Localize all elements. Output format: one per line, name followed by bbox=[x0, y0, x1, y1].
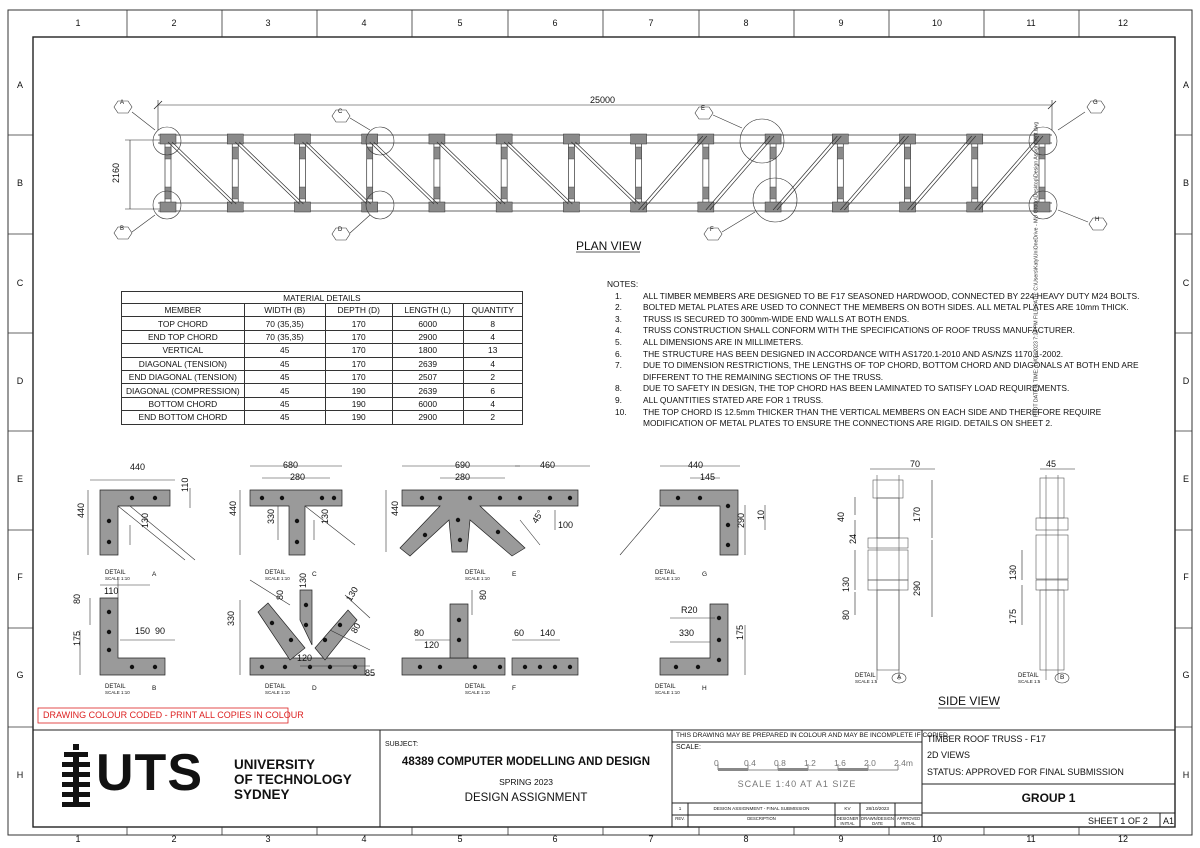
detail-dimension: 130 bbox=[344, 584, 361, 603]
note-item bbox=[607, 395, 1139, 407]
table-cell: 70 (35,35) bbox=[244, 317, 325, 330]
scale-tick: 2.4m bbox=[894, 758, 913, 768]
plot-stamp: PLOT DATE & TIME: 10/09/2023 7:34 PM FILE PATH: C:\Users\Katy\UniOneDrive - MU Group\Desktop\Design Assignment.dwg bbox=[1033, 121, 1040, 417]
table-cell: 8 bbox=[463, 317, 522, 330]
grid-column-label: 8 bbox=[743, 18, 749, 28]
grid-column-label: 7 bbox=[648, 18, 654, 28]
detail-letter: F bbox=[512, 685, 516, 692]
table-cell: 13 bbox=[463, 344, 522, 357]
revision-cell: KV bbox=[844, 806, 851, 811]
grid-column-label: 12 bbox=[1117, 18, 1128, 28]
table-cell: 6000 bbox=[392, 317, 463, 330]
grid-column-label: 11 bbox=[1026, 18, 1036, 28]
colour-note: DRAWING COLOUR CODED - PRINT ALL COPIES IN COLOUR bbox=[43, 710, 304, 720]
table-row bbox=[122, 384, 523, 397]
note-item bbox=[607, 418, 1139, 430]
table-cell: 170 bbox=[325, 330, 392, 343]
detail-title: DETAIL bbox=[655, 684, 676, 690]
plan-length-dim: 25000 bbox=[590, 95, 616, 105]
detail-scale: SCALE 1:10 bbox=[265, 690, 290, 695]
note-text: ALL TIMBER MEMBERS ARE DESIGNED TO BE F17 SEASONED HARDWOOD, CONNECTED BY 224 HEAVY DUTY M24 BOLTS. bbox=[643, 290, 1140, 301]
table-cell: 190 bbox=[325, 397, 392, 410]
note-text: MODIFICATION OF METAL PLATES TO ENSURE THE CONNECTIONS ARE RIGID. DETAILS ON SHEET 2. bbox=[643, 418, 1053, 429]
grid-row-label: G bbox=[16, 670, 24, 680]
note-item bbox=[607, 372, 1139, 384]
table-cell: 2639 bbox=[392, 384, 463, 397]
note-item bbox=[607, 349, 1139, 361]
detail-dimension: 140 bbox=[540, 628, 556, 638]
table-row bbox=[122, 330, 523, 343]
table-cell: 2900 bbox=[392, 411, 463, 424]
drawing-status: STATUS: APPROVED FOR FINAL SUBMISSION bbox=[927, 767, 1124, 777]
side-dimension: 45 bbox=[1046, 459, 1057, 469]
note-number: 7. bbox=[615, 360, 622, 371]
detail-scale: SCALE 1:10 bbox=[105, 690, 130, 695]
note-number: 2. bbox=[615, 302, 622, 313]
grid-column-label: 9 bbox=[838, 18, 844, 28]
detail-title: DETAIL bbox=[265, 570, 286, 576]
detail-letter: G bbox=[702, 571, 708, 578]
callout-label: G bbox=[1093, 100, 1098, 106]
revision-header: DESIGNER INITIAL bbox=[836, 816, 859, 826]
scale-tick: 1.6 bbox=[834, 758, 846, 768]
detail-dimension: 80 bbox=[478, 589, 488, 600]
detail-dimension: 130 bbox=[140, 512, 150, 528]
detail-dimension: 690 bbox=[455, 460, 471, 470]
table-header: MEMBER bbox=[122, 304, 245, 317]
table-cell: 6 bbox=[463, 384, 522, 397]
grid-column-label: 3 bbox=[265, 834, 271, 844]
note-text: DIFFERENT TO THE REMAINING SECTIONS OF THE TRUSS. bbox=[643, 371, 884, 382]
grid-row-label: D bbox=[16, 376, 24, 386]
note-item bbox=[607, 360, 1139, 372]
detail-dimension: 90 bbox=[155, 626, 166, 636]
revision-header: REV. bbox=[675, 816, 685, 821]
scale-tick: 0 bbox=[714, 758, 719, 768]
material-details-table bbox=[121, 291, 523, 425]
note-item bbox=[607, 407, 1139, 419]
table-cell: BOTTOM CHORD bbox=[122, 397, 245, 410]
scale-text: SCALE 1:40 AT A1 SIZE bbox=[737, 779, 857, 789]
table-cell: 170 bbox=[325, 370, 392, 383]
detail-dimension: 85 bbox=[365, 668, 376, 678]
detail-scale: SCALE 1:10 bbox=[655, 690, 680, 695]
table-cell: 45 bbox=[244, 397, 325, 410]
grid-column-label: 1 bbox=[75, 18, 81, 28]
note-number: 1. bbox=[615, 290, 622, 301]
detail-dimension: 130 bbox=[320, 508, 330, 524]
grid-column-label: 2 bbox=[171, 18, 177, 28]
detail-dimension: 150 bbox=[135, 626, 151, 636]
detail-title: DETAIL bbox=[105, 684, 126, 690]
callout-label: C bbox=[338, 109, 343, 115]
table-cell: 4 bbox=[463, 397, 522, 410]
detail-letter: B bbox=[152, 685, 157, 692]
table-row bbox=[122, 370, 523, 383]
table-row bbox=[122, 397, 523, 410]
table-header: QUANTITY bbox=[463, 304, 522, 317]
detail-dimension: 45° bbox=[530, 508, 546, 525]
detail-dimension: 440 bbox=[228, 500, 238, 516]
table-cell: 6000 bbox=[392, 397, 463, 410]
detail-dimension: 110 bbox=[104, 586, 119, 596]
note-text: TRUSS IS SECURED TO 300mm-WIDE END WALLS AT BOTH ENDS. bbox=[643, 313, 910, 324]
uts-logo-emblem bbox=[62, 744, 90, 807]
detail-title: DETAIL bbox=[105, 570, 126, 576]
detail-title: DETAIL bbox=[465, 684, 486, 690]
table-cell: 2900 bbox=[392, 330, 463, 343]
grid-row-label: E bbox=[1182, 474, 1189, 484]
grid-column-label: 7 bbox=[648, 834, 654, 844]
revision-cell: 1 bbox=[678, 806, 682, 811]
detail-dimension: 130 bbox=[298, 572, 308, 588]
detail-dimension: 80 bbox=[414, 628, 425, 638]
callout-label: E bbox=[701, 106, 706, 112]
table-row bbox=[122, 317, 523, 330]
note-number: 10. bbox=[615, 406, 627, 417]
scale-tick: 0.4 bbox=[744, 758, 756, 768]
scale-tick: 0.8 bbox=[774, 758, 786, 768]
side-dimension: 130 bbox=[841, 576, 851, 592]
grid-column-label: 10 bbox=[931, 834, 942, 844]
plan-height-dim: 2160 bbox=[111, 162, 122, 184]
sheet-size: A1 bbox=[1163, 816, 1175, 826]
notes bbox=[607, 279, 1139, 430]
table-cell: END TOP CHORD bbox=[122, 330, 245, 343]
scale-tick: 2.0 bbox=[864, 758, 876, 768]
table-cell: 4 bbox=[463, 357, 522, 370]
side-dimension: 40 bbox=[836, 511, 846, 522]
callout-label: A bbox=[120, 100, 125, 106]
detail-dimension: 120 bbox=[297, 653, 313, 663]
note-number: 8. bbox=[615, 383, 622, 394]
table-header: DEPTH (D) bbox=[325, 304, 392, 317]
side-dimension: 290 bbox=[912, 580, 922, 596]
table-cell: 45 bbox=[244, 370, 325, 383]
detail-letter: H bbox=[702, 685, 707, 692]
table-cell: 190 bbox=[325, 384, 392, 397]
detail-dimension: 440 bbox=[76, 502, 86, 518]
detail-dimension: 280 bbox=[290, 472, 306, 482]
table-cell: END BOTTOM CHORD bbox=[122, 411, 245, 424]
table-cell: TOP CHORD bbox=[122, 317, 245, 330]
detail-dimension: 330 bbox=[679, 628, 695, 638]
note-text: TRUSS CONSTRUCTION SHALL CONFORM WITH THE SPECIFICATIONS OF ROOF TRUSS MANUFACTURER. bbox=[643, 325, 1075, 336]
detail-scale: SCALE 1:5 bbox=[1018, 679, 1041, 684]
drawing-views: 2D VIEWS bbox=[927, 750, 971, 760]
grid-column-label: 11 bbox=[1026, 834, 1036, 844]
detail-scale: SCALE 1:10 bbox=[265, 576, 290, 581]
detail-dimension: R20 bbox=[681, 605, 698, 615]
table-cell: 2 bbox=[463, 370, 522, 383]
table-cell: 45 bbox=[244, 411, 325, 424]
note-number bbox=[607, 372, 643, 384]
table-cell: END DIAGONAL (TENSION) bbox=[122, 370, 245, 383]
revision-header: DESCRIPTION bbox=[747, 816, 776, 821]
detail-letter: A bbox=[152, 571, 157, 578]
detail-dimension: 440 bbox=[390, 500, 400, 516]
subject-term: SPRING 2023 bbox=[499, 777, 553, 787]
revision-cell: DESIGN ASSIGNMENT - FINAL SUBMISSION bbox=[713, 806, 810, 811]
table-cell: 45 bbox=[244, 357, 325, 370]
grid-column-label: 4 bbox=[361, 834, 367, 844]
table-cell: 170 bbox=[325, 344, 392, 357]
table-cell: 45 bbox=[244, 344, 325, 357]
note-text: THE TOP CHORD IS 12.5mm THICKER THAN THE VERTICAL MEMBERS ON EACH SIDE AND THEREFORE REQUIRE bbox=[643, 406, 1102, 417]
side-view bbox=[868, 475, 1068, 680]
university-name: UNIVERSITY OF TECHNOLOGY SYDNEY bbox=[234, 757, 352, 802]
detail-dimension: 330 bbox=[226, 610, 236, 626]
table-cell: DIAGONAL (TENSION) bbox=[122, 357, 245, 370]
detail-scale: SCALE 1:5 bbox=[855, 679, 878, 684]
grid-column-label: 12 bbox=[1117, 834, 1128, 844]
grid-column-label: 10 bbox=[931, 18, 942, 28]
table-cell: 70 (35,35) bbox=[244, 330, 325, 343]
grid-row-label: E bbox=[16, 474, 23, 484]
note-item bbox=[607, 302, 1139, 314]
grid-column-label: 6 bbox=[552, 18, 558, 28]
callout-label: D bbox=[338, 227, 343, 233]
detail-scale: SCALE 1:10 bbox=[465, 576, 490, 581]
grid-column-label: 8 bbox=[743, 834, 749, 844]
detail-scale: SCALE 1:10 bbox=[105, 576, 130, 581]
grid-column-label: 5 bbox=[457, 834, 463, 844]
grid-row-label: B bbox=[1182, 178, 1189, 188]
grid-row-label: A bbox=[1182, 80, 1189, 90]
table-cell: 2507 bbox=[392, 370, 463, 383]
grid-column-label: 3 bbox=[265, 18, 271, 28]
grid-column-label: 4 bbox=[361, 18, 367, 28]
table-cell: 170 bbox=[325, 317, 392, 330]
detail-letter: D bbox=[312, 685, 317, 692]
grid-column-label: 6 bbox=[552, 834, 558, 844]
detail-dimension: 100 bbox=[558, 520, 574, 530]
inner-border bbox=[33, 37, 1175, 827]
detail-dimension: 80 bbox=[275, 589, 285, 600]
detail-dimension: 460 bbox=[540, 460, 556, 470]
uts-logo-text: UTS bbox=[96, 744, 203, 802]
detail-scale: SCALE 1:10 bbox=[465, 690, 490, 695]
detail-letter: C bbox=[312, 571, 317, 578]
side-dimension: 170 bbox=[912, 506, 922, 522]
detail-title: DETAIL bbox=[855, 673, 876, 679]
detail-dimension: 175 bbox=[735, 624, 745, 640]
plan-view-title: PLAN VIEW bbox=[576, 239, 642, 253]
table-cell: 1800 bbox=[392, 344, 463, 357]
callout-label: B bbox=[120, 226, 125, 232]
table-header-row bbox=[122, 304, 523, 317]
detail-dimension: 10 bbox=[756, 509, 766, 520]
note-text: ALL QUANTITIES STATED ARE FOR 1 TRUSS. bbox=[643, 394, 824, 405]
callout-tags bbox=[114, 101, 1107, 240]
table-cell: 2639 bbox=[392, 357, 463, 370]
grid-row-label: D bbox=[1182, 376, 1190, 386]
grid-column-label: 1 bbox=[75, 834, 81, 844]
revision-cell: 28/10/2023 bbox=[866, 806, 889, 811]
note-item bbox=[607, 325, 1139, 337]
revision-header: APPROVED INITIAL bbox=[896, 816, 921, 826]
table-cell: 190 bbox=[325, 411, 392, 424]
table-row bbox=[122, 357, 523, 370]
subject-label: SUBJECT: bbox=[385, 741, 419, 748]
callout-label: H bbox=[1095, 217, 1100, 223]
table-cell: 170 bbox=[325, 357, 392, 370]
table-cell: 4 bbox=[463, 330, 522, 343]
grid-row-label: G bbox=[1182, 670, 1190, 680]
side-dimension: 24 bbox=[848, 533, 858, 544]
note-text: BOLTED METAL PLATES ARE USED TO CONNECT THE MEMBERS ON BOTH SIDES. ALL METAL PLATES ARE 10mm THICK. bbox=[643, 302, 1129, 313]
side-dimension: 70 bbox=[910, 459, 921, 469]
detail-dimension: 80 bbox=[349, 621, 363, 635]
grid-column-label: 2 bbox=[171, 834, 177, 844]
detail-dimension: 80 bbox=[72, 593, 82, 604]
detail-dimension: 110 bbox=[180, 477, 190, 492]
note-number bbox=[607, 418, 643, 430]
side-dimension: 130 bbox=[1008, 564, 1018, 580]
detail-title: DETAIL bbox=[1018, 673, 1039, 679]
scale-label: SCALE: bbox=[676, 744, 701, 751]
detail-letter: A bbox=[897, 674, 902, 681]
detail-scale: SCALE 1:10 bbox=[655, 576, 680, 581]
detail-title: DETAIL bbox=[655, 570, 676, 576]
grid-row-label: C bbox=[16, 278, 24, 288]
drawing-title: TIMBER ROOF TRUSS - F17 bbox=[927, 734, 1046, 744]
detail-dimension: 440 bbox=[130, 462, 146, 472]
grid-row-label: F bbox=[1183, 572, 1189, 582]
side-view-title: SIDE VIEW bbox=[938, 694, 1001, 708]
revision-header: DRAWN/DESIGN DATE bbox=[861, 816, 894, 826]
notes-heading: NOTES: bbox=[607, 279, 639, 289]
assignment-title: DESIGN ASSIGNMENT bbox=[464, 792, 588, 804]
grid-row-label: F bbox=[17, 572, 23, 582]
plan-view-truss bbox=[154, 101, 1056, 212]
note-number: 5. bbox=[615, 336, 622, 347]
note-item bbox=[607, 314, 1139, 326]
table-header: LENGTH (L) bbox=[392, 304, 463, 317]
detail-title: DETAIL bbox=[465, 570, 486, 576]
grid-row-label: H bbox=[1182, 770, 1190, 780]
sheet-number: SHEET 1 OF 2 bbox=[1088, 816, 1148, 826]
grid-row-label: H bbox=[16, 770, 24, 780]
side-view-dims bbox=[855, 469, 1075, 625]
table-header: WIDTH (B) bbox=[244, 304, 325, 317]
detail-dimension: 280 bbox=[455, 472, 471, 482]
note-number: 4. bbox=[615, 325, 622, 336]
side-dimension: 80 bbox=[841, 609, 851, 620]
table-cell: VERTICAL bbox=[122, 344, 245, 357]
copy-note: THIS DRAWING MAY BE PREPARED IN COLOUR AND MAY BE INCOMPLETE IF COPIED. bbox=[676, 732, 950, 739]
detail-dimension: 680 bbox=[283, 460, 299, 470]
subject-title: 48389 COMPUTER MODELLING AND DESIGN bbox=[401, 756, 651, 768]
table-cell: 2 bbox=[463, 411, 522, 424]
detail-title: DETAIL bbox=[265, 684, 286, 690]
grid-row-label: B bbox=[16, 178, 23, 188]
note-text: THE STRUCTURE HAS BEEN DESIGNED IN ACCORDANCE WITH AS1720.1-2010 AND AS/NZS 1170.1-2002. bbox=[643, 348, 1064, 359]
group-name: GROUP 1 bbox=[1021, 791, 1076, 805]
detail-dimension: 330 bbox=[266, 508, 276, 524]
table-title: MATERIAL DETAILS bbox=[122, 292, 523, 304]
side-dimension: 175 bbox=[1008, 608, 1018, 624]
detail-dimension: 120 bbox=[424, 640, 440, 650]
table-row bbox=[122, 344, 523, 357]
detail-letter: E bbox=[512, 571, 517, 578]
grid-column-label: 5 bbox=[457, 18, 463, 28]
detail-letter: B bbox=[1060, 674, 1065, 681]
grid-column-label: 9 bbox=[838, 834, 844, 844]
callout-label: F bbox=[710, 227, 714, 233]
detail-dimension: 440 bbox=[688, 460, 704, 470]
note-text: ALL DIMENSIONS ARE IN MILLIMETERS. bbox=[643, 336, 804, 347]
note-item bbox=[607, 291, 1139, 303]
note-text: DUE TO SAFETY IN DESIGN, THE TOP CHORD HAS BEEN LAMINATED TO SATISFY LOAD REQUIREMENTS. bbox=[643, 383, 1070, 394]
detail-dimension: 145 bbox=[700, 472, 716, 482]
detail-dimension: 175 bbox=[72, 630, 82, 646]
grid-row-label: C bbox=[1182, 278, 1190, 288]
detail-dimension: 60 bbox=[514, 628, 525, 638]
grid-row-label: A bbox=[16, 80, 23, 90]
scale-tick: 1.2 bbox=[804, 758, 816, 768]
detail-dimension: 290 bbox=[736, 512, 746, 528]
note-text: DUE TO DIMENSION RESTRICTIONS, THE LENGTHS OF TOP CHORD, BOTTOM CHORD AND DIAGONALS AT BOTH END ARE bbox=[643, 360, 1139, 371]
table-row bbox=[122, 411, 523, 424]
note-item bbox=[607, 337, 1139, 349]
note-number: 3. bbox=[615, 313, 622, 324]
note-item bbox=[607, 383, 1139, 395]
table-cell: 45 bbox=[244, 384, 325, 397]
table-cell: DIAGONAL (COMPRESSION) bbox=[122, 384, 245, 397]
note-number: 9. bbox=[615, 394, 622, 405]
note-number: 6. bbox=[615, 348, 622, 359]
